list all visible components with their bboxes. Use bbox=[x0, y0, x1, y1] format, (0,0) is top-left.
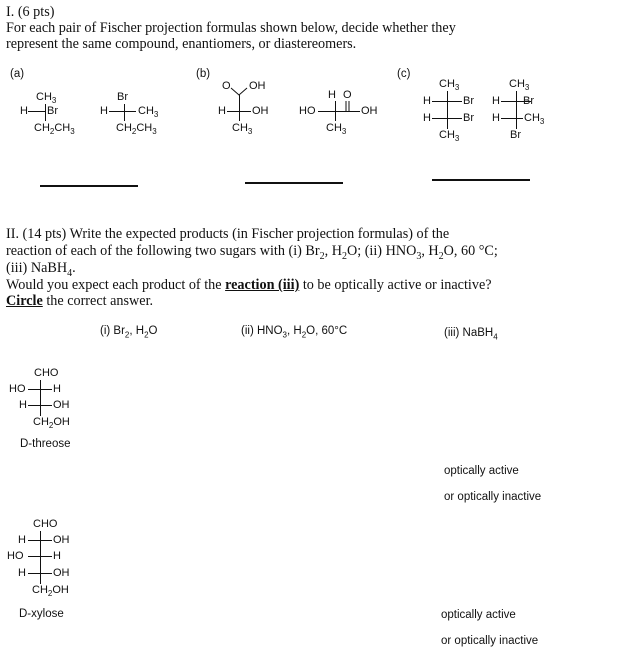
column-header-nabh4: (iii) NaBH$_4$ bbox=[444, 327, 498, 342]
column-header-br2: (i) $Br_2$, $H_2O$ bbox=[100, 325, 158, 340]
part1-instruction-line2: represent the same compound, enantiomers, or diastereomers. bbox=[6, 36, 357, 52]
column-header-hno3: (ii) $HNO_3$, $H_2O$, 60°C bbox=[241, 325, 348, 340]
answer-blank-c[interactable] bbox=[432, 179, 530, 181]
part2-line3: (iii) NaBH$_4$. bbox=[6, 260, 76, 279]
xylose-option-inactive[interactable]: or optically inactive bbox=[441, 635, 539, 647]
part2-line2: reaction of each of the following two sugars with (i) $Br_2$, $H_2O$; (ii) $HNO_3$, $H_2O$, 60 °C; bbox=[6, 243, 498, 262]
d-threose-label: D-threose bbox=[20, 438, 71, 450]
part2-line1: II. (14 pts) Write the expected products (in Fischer projection formulas) of the bbox=[6, 226, 450, 242]
d-xylose-label: D-xylose bbox=[19, 608, 64, 620]
threose-option-active[interactable]: optically active bbox=[444, 465, 519, 477]
part2-line4: Would you expect each product of the reaction (iii) to be optically active or inactive? bbox=[6, 277, 492, 293]
part2-line5: Circle the correct answer. bbox=[6, 293, 154, 309]
label-b: (b) bbox=[196, 68, 211, 80]
part1-heading: I. (6 pts) bbox=[6, 4, 55, 20]
label-c: (c) bbox=[397, 68, 411, 80]
circle-emphasis: Circle bbox=[6, 293, 43, 309]
answer-blank-a[interactable] bbox=[40, 185, 138, 187]
xylose-option-active[interactable]: optically active bbox=[441, 609, 516, 621]
threose-option-inactive[interactable]: or optically inactive bbox=[444, 491, 542, 503]
label-a: (a) bbox=[10, 68, 25, 80]
part1-instruction-line1: For each pair of Fischer projection formulas shown below, decide whether they bbox=[6, 20, 456, 36]
reaction-iii-emphasis: reaction (iii) bbox=[225, 277, 300, 293]
answer-blank-b[interactable] bbox=[245, 182, 343, 184]
